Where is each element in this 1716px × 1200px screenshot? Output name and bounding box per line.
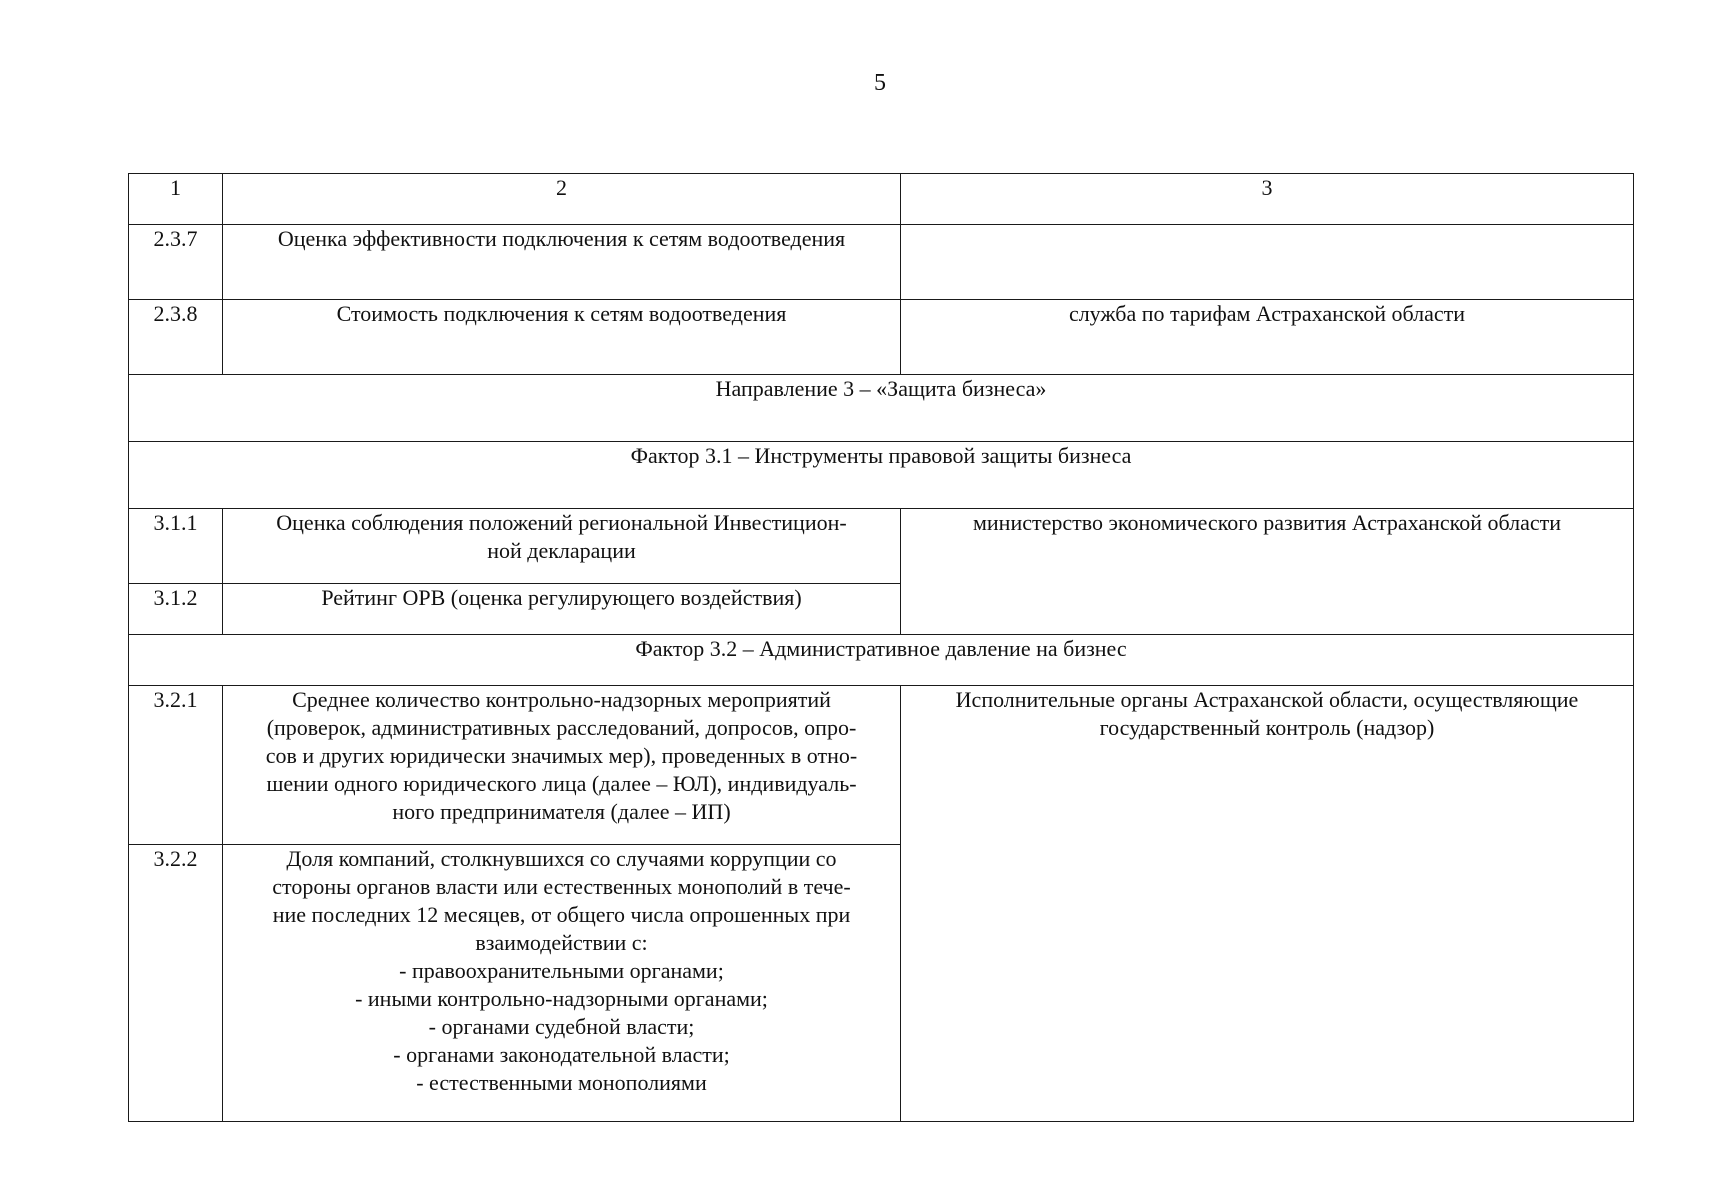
text-line: (проверок, административных расследований, допросов, опро- — [266, 715, 857, 740]
header-col-3: 3 — [901, 174, 1634, 225]
indicator-name — [223, 509, 901, 584]
text-line: Оценка соблюдения положений региональной Инвестицион- — [276, 510, 847, 535]
text-line: сов и других юридически значимых мер), проведенных в отно- — [265, 743, 858, 768]
table-row — [129, 509, 1634, 584]
row-number: 2.3.7 — [129, 225, 223, 300]
section-row — [129, 442, 1634, 509]
factor-heading: Фактор 3.1 – Инструменты правовой защиты бизнеса — [129, 442, 1634, 509]
header-col-2: 2 — [223, 174, 901, 225]
responsible-body — [901, 225, 1634, 300]
responsible-body: министерство экономического развития Астраханской области — [901, 509, 1634, 635]
text-line: - органами судебной власти; — [428, 1014, 695, 1039]
text-line: государственный контроль (надзор) — [1099, 715, 1435, 740]
indicator-name: Стоимость подключения к сетям водоотведения — [223, 300, 901, 375]
header-col-1: 1 — [129, 174, 223, 225]
indicator-name — [223, 845, 901, 1122]
table-row — [129, 686, 1634, 845]
text-line: шении одного юридического лица (далее – ЮЛ), индивидуаль- — [266, 771, 857, 796]
section-row — [129, 375, 1634, 442]
row-number: 3.1.2 — [129, 584, 223, 635]
row-number: 2.3.8 — [129, 300, 223, 375]
responsible-body: служба по тарифам Астраханской области — [901, 300, 1634, 375]
responsible-body — [901, 686, 1634, 1122]
row-number: 3.1.1 — [129, 509, 223, 584]
indicator-name: Оценка эффективности подключения к сетям водоотведения — [223, 225, 901, 300]
direction-heading: Направление 3 – «Защита бизнеса» — [129, 375, 1634, 442]
text-line: ного предпринимателя (далее – ИП) — [392, 799, 731, 824]
row-number: 3.2.2 — [129, 845, 223, 1122]
indicators-table — [128, 173, 1634, 1122]
table-row — [129, 225, 1634, 300]
text-line: ние последних 12 месяцев, от общего числа опрошенных при — [272, 902, 851, 927]
table-header-row — [129, 174, 1634, 225]
text-line: Доля компаний, столкнувшихся со случаями коррупции со — [286, 846, 837, 871]
text-line: стороны органов власти или естественных монополий в тече- — [272, 874, 851, 899]
text-line: - естественными монополиями — [416, 1070, 707, 1095]
section-row — [129, 635, 1634, 686]
text-line: Исполнительные органы Астраханской области, осуществляющие — [955, 687, 1579, 712]
page-number: 5 — [874, 70, 886, 96]
indicator-name — [223, 686, 901, 845]
text-line: - правоохранительными органами; — [399, 958, 724, 983]
text-line: ной декларации — [487, 538, 636, 563]
table-row — [129, 300, 1634, 375]
row-number: 3.2.1 — [129, 686, 223, 845]
text-line: - иными контрольно-надзорными органами; — [355, 986, 768, 1011]
indicator-name: Рейтинг ОРВ (оценка регулирующего воздействия) — [223, 584, 901, 635]
text-line: - органами законодательной власти; — [393, 1042, 730, 1067]
factor-heading: Фактор 3.2 – Административное давление на бизнес — [129, 635, 1634, 686]
text-line: взаимодействии с: — [475, 930, 648, 955]
text-line: Среднее количество контрольно-надзорных мероприятий — [292, 687, 831, 712]
